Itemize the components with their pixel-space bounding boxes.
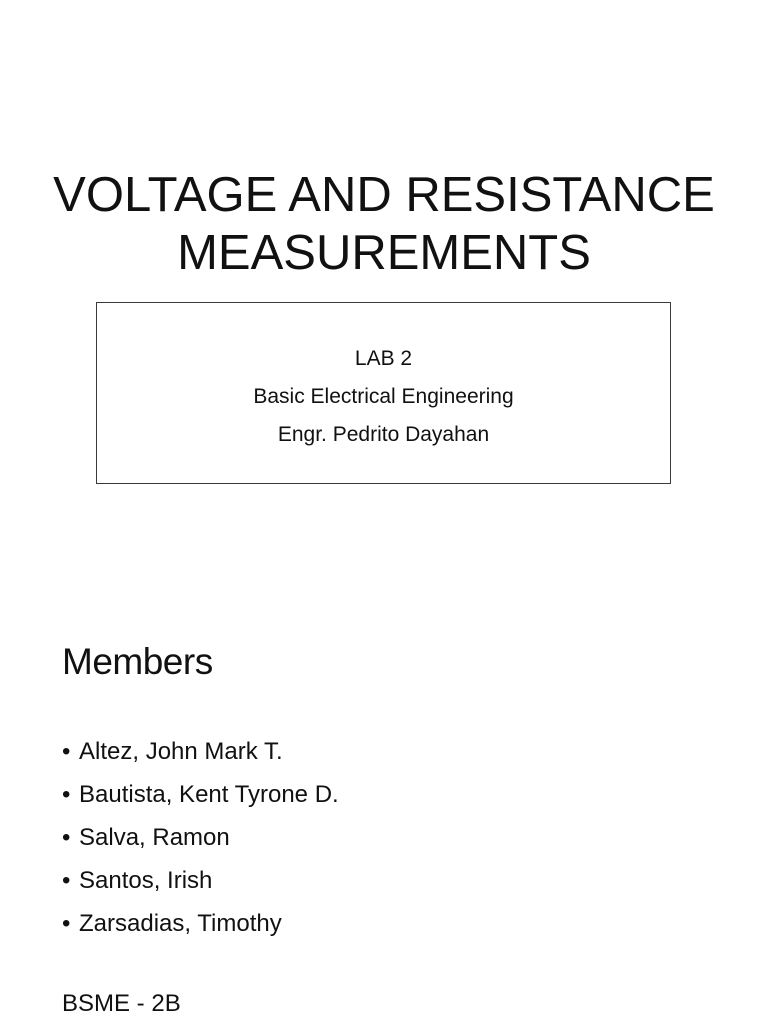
member-name: Salva, Ramon <box>79 824 230 851</box>
section-label: BSME - 2B <box>62 990 181 1017</box>
list-item <box>62 859 339 902</box>
instructor-name: Engr. Pedrito Dayahan <box>277 423 490 446</box>
slide-title <box>0 166 768 282</box>
title-line-2: MEASUREMENTS <box>177 226 591 280</box>
member-name: Bautista, Kent Tyrone D. <box>79 781 339 808</box>
member-list <box>62 730 339 945</box>
list-item <box>62 730 339 773</box>
bullet-icon: • <box>62 738 71 765</box>
list-item <box>62 816 339 859</box>
bullet-icon: • <box>62 781 71 808</box>
bullet-icon: • <box>62 910 71 937</box>
list-item <box>62 902 339 945</box>
member-name: Altez, John Mark T. <box>79 738 283 765</box>
bullet-icon: • <box>62 824 71 851</box>
member-name: Zarsadias, Timothy <box>79 910 282 937</box>
bullet-icon: • <box>62 867 71 894</box>
title-line-1: VOLTAGE AND RESISTANCE <box>53 168 715 222</box>
subtitle-box <box>96 302 671 484</box>
member-name: Santos, Irish <box>79 867 213 894</box>
lab-number: LAB 2 <box>354 347 413 370</box>
course-name: Basic Electrical Engineering <box>253 385 514 408</box>
list-item <box>62 773 339 816</box>
members-heading: Members <box>62 641 213 682</box>
